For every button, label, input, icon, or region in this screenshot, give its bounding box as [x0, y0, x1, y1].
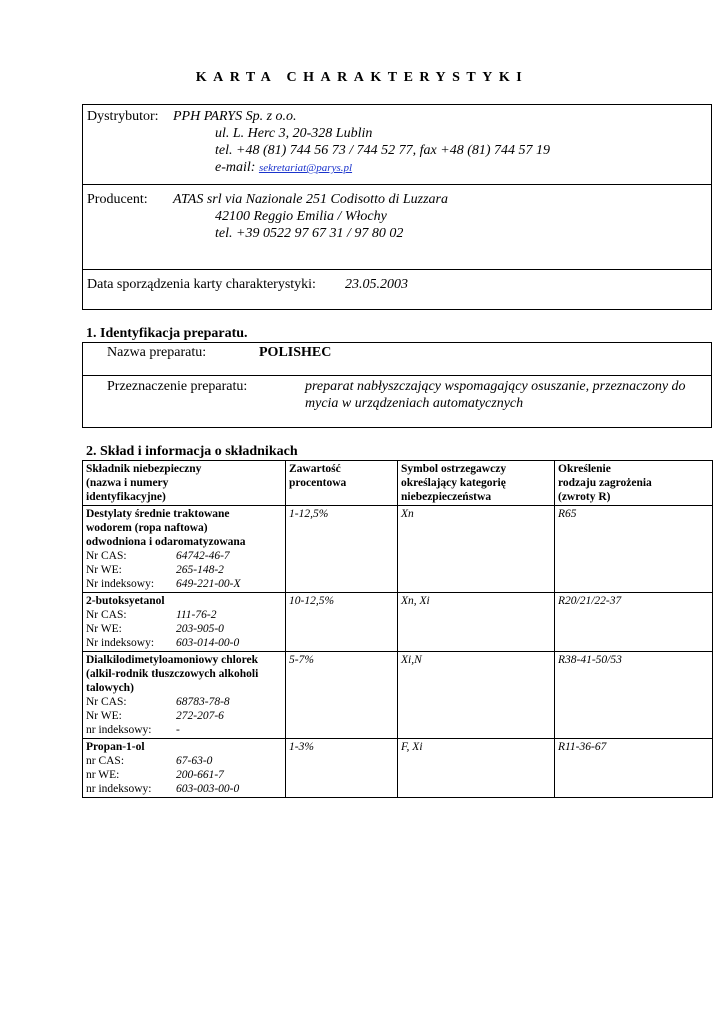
distributor-email-row: [215, 159, 352, 177]
identifier-label: Nr WE:: [86, 564, 122, 576]
producer-city: 42100 Reggio Emilia / Włochy: [215, 209, 387, 224]
identifier-label: nr WE:: [86, 769, 120, 781]
identifier-line: [86, 608, 282, 622]
identifier-line: [86, 577, 282, 591]
identifier-value: 603-003-00-0: [176, 783, 240, 795]
component-name-line: (alkil-rodnik tłuszczowych alkoholi: [86, 668, 259, 680]
hazard-symbol-cell: F, Xi: [398, 739, 555, 798]
identifier-label: nr indeksowy:: [86, 783, 152, 795]
header-line: (nazwa i numery: [86, 477, 169, 489]
table-row: [83, 652, 713, 739]
header-line: identyfikacyjne): [86, 491, 166, 503]
identifier-line: [86, 709, 282, 723]
table-header-cell: [83, 461, 286, 506]
identifier-label: nr CAS:: [86, 755, 125, 767]
table-header-cell: [286, 461, 398, 506]
percent-cell: 5-7%: [286, 652, 398, 739]
header-line: Symbol ostrzegawczy: [401, 463, 507, 475]
identifier-value: -: [176, 724, 180, 736]
identifier-label: Nr WE:: [86, 623, 122, 635]
identifier-value: 64742-46-7: [176, 550, 230, 562]
section-1-heading: 1. Identyfikacja preparatu.: [86, 326, 248, 341]
header-line: Zawartość: [289, 463, 341, 475]
identifier-value: 649-221-00-X: [176, 578, 241, 590]
component-cell: [83, 506, 286, 593]
header-line: Określenie: [558, 463, 611, 475]
identifier-value: 603-014-00-0: [176, 637, 240, 649]
distributor-phone: tel. +48 (81) 744 56 73 / 744 52 77, fax +48 (81) 744 57 19: [215, 143, 551, 158]
percent-cell: 10-12,5%: [286, 593, 398, 652]
header-line: niebezpieczeństwa: [401, 491, 492, 503]
section-2-heading: 2. Skład i informacja o składnikach: [86, 444, 298, 459]
table-header-cell: [555, 461, 713, 506]
distributor-name: PPH PARYS Sp. z o.o.: [173, 109, 297, 124]
identifier-value: 203-905-0: [176, 623, 224, 635]
r-phrases-cell: R38-41-50/53: [555, 652, 713, 739]
supplier-info-box: [82, 104, 712, 310]
table-row: [83, 739, 713, 798]
identifier-line: [86, 636, 282, 650]
r-phrases-cell: R11-36-67: [555, 739, 713, 798]
product-name-value: POLISHEC: [259, 345, 332, 360]
component-name-line: odwodniona i odaromatyzowana: [86, 536, 246, 548]
purpose-line-2: mycia w urządzeniach automatycznych: [305, 396, 524, 411]
identifier-label: Nr indeksowy:: [86, 637, 155, 649]
component-name-line: wodorem (ropa naftowa): [86, 522, 208, 534]
table-row: [83, 593, 713, 652]
identifier-line: [86, 695, 282, 709]
purpose-line-1: preparat nabłyszczający wspomagający osuszanie, przeznaczony do: [305, 379, 686, 394]
distributor-address: ul. L. Herc 3, 20-328 Lublin: [215, 126, 373, 141]
email-link[interactable]: sekretariat@parys.pl: [258, 162, 353, 174]
table-header-row: [83, 461, 713, 506]
component-cell: [83, 739, 286, 798]
header-line: rodzaju zagrożenia: [558, 477, 652, 489]
identifier-value: 200-661-7: [176, 769, 224, 781]
component-cell: [83, 593, 286, 652]
purpose-label: Przeznaczenie preparatu:: [107, 379, 248, 394]
header-line: Składnik niebezpieczny: [86, 463, 202, 475]
percent-cell: 1-3%: [286, 739, 398, 798]
identifier-label: Nr WE:: [86, 710, 122, 722]
date-label: Data sporządzenia karty charakterystyki:: [87, 277, 316, 292]
identifier-label: Nr CAS:: [86, 550, 127, 562]
document-title: KARTA CHARAKTERYSTYKI: [195, 70, 529, 85]
email-label: e-mail:: [215, 160, 256, 175]
component-name-line: Propan-1-ol: [86, 741, 145, 753]
identifier-line: [86, 782, 282, 796]
date-value: 23.05.2003: [345, 277, 408, 292]
header-line: procentowa: [289, 477, 347, 489]
table-row: [83, 506, 713, 593]
component-cell: [83, 652, 286, 739]
percent-cell: 1-12,5%: [286, 506, 398, 593]
component-name-line: Dialkilodimetyloamoniowy chlorek: [86, 654, 258, 666]
divider: [83, 375, 711, 376]
producer-label: Producent:: [87, 192, 148, 207]
distributor-label: Dystrybutor:: [87, 109, 159, 124]
divider: [83, 184, 711, 185]
identifier-line: [86, 723, 282, 737]
producer-name: ATAS srl via Nazionale 251 Codisotto di Luzzara: [173, 192, 448, 207]
component-name-line: 2-butoksyetanol: [86, 595, 165, 607]
identifier-label: Nr CAS:: [86, 696, 127, 708]
component-name-line: Destylaty średnie traktowane: [86, 508, 230, 520]
identifier-line: [86, 563, 282, 577]
r-phrases-cell: R65: [555, 506, 713, 593]
header-line: określający kategorię: [401, 477, 506, 489]
identifier-value: 111-76-2: [176, 609, 217, 621]
identifier-value: 265-148-2: [176, 564, 224, 576]
identifier-line: [86, 622, 282, 636]
identification-box: [82, 342, 712, 428]
identifier-line: [86, 549, 282, 563]
hazard-symbol-cell: Xn: [398, 506, 555, 593]
identifier-value: 67-63-0: [176, 755, 213, 767]
producer-phone: tel. +39 0522 97 67 31 / 97 80 02: [215, 226, 404, 241]
divider: [83, 269, 711, 270]
identifier-label: Nr indeksowy:: [86, 578, 155, 590]
product-name-label: Nazwa preparatu:: [107, 345, 207, 360]
r-phrases-cell: R20/21/22-37: [555, 593, 713, 652]
identifier-value: 68783-78-8: [176, 696, 230, 708]
hazard-symbol-cell: Xi,N: [398, 652, 555, 739]
identifier-label: Nr CAS:: [86, 609, 127, 621]
table-header-cell: [398, 461, 555, 506]
identifier-line: [86, 754, 282, 768]
identifier-value: 272-207-6: [176, 710, 224, 722]
composition-table: [82, 460, 713, 798]
identifier-line: [86, 768, 282, 782]
identifier-label: nr indeksowy:: [86, 724, 152, 736]
component-name-line: talowych): [86, 682, 134, 694]
header-line: (zwroty R): [558, 491, 611, 503]
hazard-symbol-cell: Xn, Xi: [398, 593, 555, 652]
